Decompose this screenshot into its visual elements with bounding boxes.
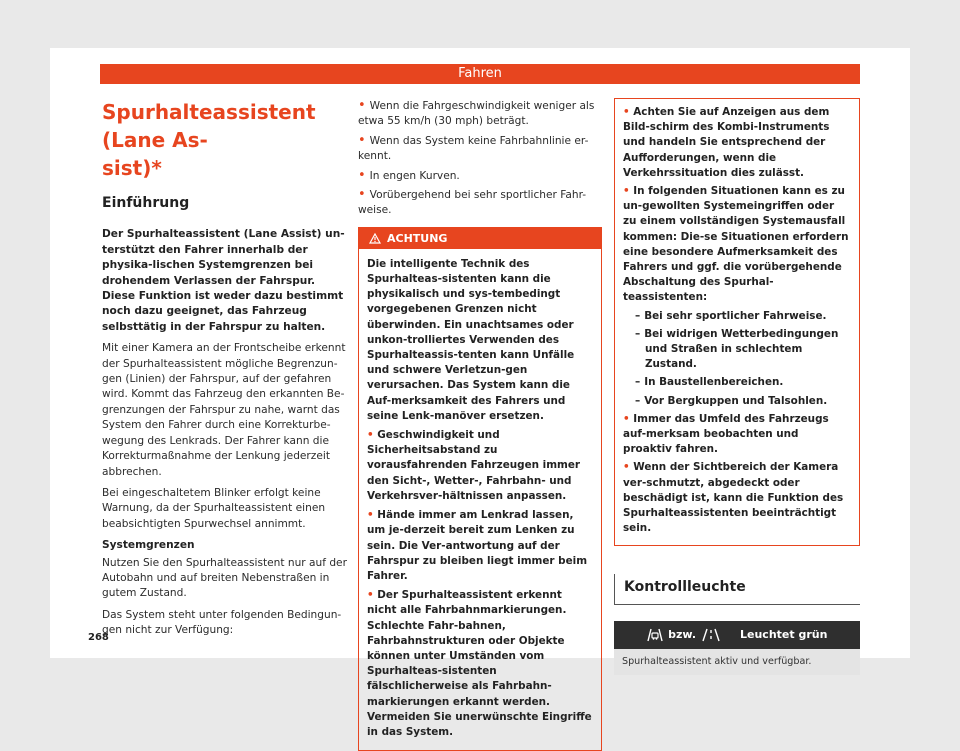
page-number: 268: [88, 632, 109, 643]
list-item-text: Wenn das System keine Fahrbahnlinie er-kennt.: [358, 134, 589, 163]
warning-item: [367, 588, 593, 740]
warning-header: [359, 228, 601, 249]
warning-box-continued: [614, 98, 860, 546]
lane-assist-car-icon: [646, 628, 664, 642]
warning-intro: Die intelligente Technik des Spurhalteas-sistenten kann die physikalisch und sys-tembedingt vorgegebenen Grenzen nicht überwinden. Ein unachtsames oder unkon-trolliertes Verwenden des Spurhalteassis-tenten kann Unfälle und schwere Verletzun-gen verursachen. Das System kann die Auf-merksamkeit des Fahrers und seine Lenk-manöver ersetzen.: [367, 257, 575, 422]
bullet-icon: •: [367, 589, 378, 602]
dash-icon: –: [635, 376, 641, 389]
dash-item: [623, 327, 851, 373]
list-item-text: Vorübergehend bei sehr sportlicher Fahr-weise.: [358, 189, 587, 217]
list-item: [358, 98, 602, 130]
indicator-note: Spurhalteassistent aktiv und verfügbar.: [614, 649, 860, 675]
warning-triangle-icon: [369, 233, 381, 244]
section-title-line-2: sist)*: [102, 156, 162, 180]
warning-box: [358, 227, 602, 751]
column-2: [358, 98, 602, 751]
section-title-line-1: Spurhalteassistent (Lane As-: [102, 100, 316, 152]
column-1: [102, 98, 348, 645]
column-3: [614, 98, 860, 675]
paragraph: Bei eingeschaltetem Blinker erfolgt keine Warnung, da der Spurhalteassistent einen beabsichtigten Spurwechsel annimmt.: [102, 486, 326, 530]
warning-body: [359, 249, 601, 750]
dash-icon: –: [635, 309, 641, 322]
warning-item: [623, 184, 851, 306]
warning-item: [367, 428, 593, 504]
warning-item: [623, 105, 851, 181]
paragraph: Das System steht unter folgenden Bedingun-gen nicht zur Verfügung:: [102, 608, 342, 637]
dash-item-text: Bei sehr sportlicher Fahrweise.: [644, 309, 827, 322]
list-item: [358, 187, 602, 219]
list-item-text: In engen Kurven.: [369, 169, 460, 182]
systemgrenzen-heading: Systemgrenzen: [102, 539, 195, 552]
indicator-icons: [614, 627, 726, 642]
kontrollleuchte-heading: Kontrollleuchte: [624, 579, 746, 596]
indicator-row: [614, 621, 860, 649]
list-item: [358, 168, 602, 184]
dash-icon: –: [635, 327, 641, 340]
dash-item-text: Vor Bergkuppen und Talsohlen.: [644, 394, 828, 407]
bullet-icon: •: [623, 106, 634, 118]
dash-item-text: In Baustellenbereichen.: [644, 376, 784, 389]
warning-item: [367, 508, 593, 584]
section-title: [102, 98, 348, 182]
dash-item-text: Bei widrigen Wetterbedingungen und Straßen in schlechtem Zustand.: [644, 327, 839, 371]
intro-paragraph: Der Spurhalteassistent (Lane Assist) un-terstützt den Fahrer innerhalb der physika-lischen Systemgrenzen bei drohendem Verlassen der Fahrspur. Diese Funktion ist weder dazu bestimmt noch dazu geeignet, das Fahrzeug selbsttätig in der Fahrspur zu halten.: [102, 228, 345, 333]
dash-item: [623, 309, 851, 324]
bullet-icon: •: [358, 132, 366, 148]
warning-item-text: In folgenden Situationen kann es zu un-gewollten Systemeingriffen oder zu einem vollständigen Systemausfall kommen: Die-se Situationen erfordern eine besondere Aufmerksamkeit des Fahrers und ggf. die vorübergehende Abschaltung des Spurhal-teassistenten:: [623, 185, 849, 304]
indicator-status: Leuchtet grün: [740, 628, 828, 642]
warning-item-text: Achten Sie auf Anzeigen aus dem Bild-schirm des Kombi-Instruments und handeln Sie entsprechend der Aufforderungen, wenn die Verkehrssituation dies zulässt.: [623, 106, 830, 179]
indicator-separator: bzw.: [668, 628, 696, 642]
warning-item-text: Geschwindigkeit und Sicherheitsabstand zu vorausfahrenden Fahrzeugen immer den Sicht-, Wetter-, Fahrbahn- und Verkehrsver-hältnissen anpassen.: [367, 429, 581, 502]
bullet-icon: •: [623, 461, 634, 474]
warning-item-text: Hände immer am Lenkrad lassen, um je-derzeit bereit zum Lenken zu sein. Die Ver-antwortung auf der Fahrspur zu bleiben liegt immer beim Fahrer.: [367, 509, 588, 582]
kontrollleuchte-heading-box: [614, 574, 860, 604]
warning-item-text: Wenn der Sichtbereich der Kamera ver-schmutzt, abgedeckt oder beschädigt ist, kann die Funktion des Spurhalteassistenten beeinträchtigt sein.: [623, 461, 844, 535]
subsection-title: Einführung: [102, 195, 190, 211]
warning-item: [623, 460, 851, 536]
bullet-icon: •: [623, 412, 634, 425]
warning-item: [623, 412, 851, 458]
warning-item-text: Der Spurhalteassistent erkennt nicht alle Fahrbahnmarkierungen. Schlechte Fahr-bahnen, Fahrbahnstrukturen oder Objekte können unter Umständen vom Spurhalteas-sistenten fälschlicherweise als Fahrbahn-markierungen erkannt werden. Vermeiden Sie unerwünschte Eingriffe in das System.: [367, 589, 592, 738]
dash-icon: –: [635, 394, 641, 407]
bullet-icon: •: [358, 187, 366, 203]
bullet-icon: •: [358, 98, 366, 113]
dash-item: [623, 394, 851, 409]
list-item: [358, 133, 602, 165]
warning-item-text: Immer das Umfeld des Fahrzeugs auf-merksam beobachten und proaktiv fahren.: [623, 412, 829, 456]
paragraph: Nutzen Sie den Spurhalteassistent nur auf der Autobahn und auf breiten Nebenstraßen in gutem Zustand.: [102, 556, 347, 600]
chapter-header: Fahren: [100, 64, 860, 84]
paragraph: Mit einer Kamera an der Frontscheibe erkennt der Spurhalteassistent mögliche Begrenzun-gen (Linien) der Fahrspur, auf der gefahren wird. Kommt das Fahrzeug den erkannten Be-grenzungen der Fahrspur zu nahe, warnt das System den Fahrer durch eine Korrekturbe-wegung des Lenkrads. Der Fahrer kann die Korrekturmaßnahme der Lenkung jederzeit abbrechen.: [102, 342, 346, 478]
bullet-icon: •: [358, 167, 366, 183]
list-item-text: Wenn die Fahrgeschwindigkeit weniger als etwa 55 km/h (30 mph) beträgt.: [358, 100, 595, 128]
warning-label: ACHTUNG: [387, 231, 448, 245]
dash-item: [623, 375, 851, 390]
bullet-icon: •: [367, 509, 378, 522]
bullet-icon: •: [367, 429, 378, 442]
lane-lines-icon: [700, 628, 722, 642]
bullet-icon: •: [623, 185, 634, 198]
